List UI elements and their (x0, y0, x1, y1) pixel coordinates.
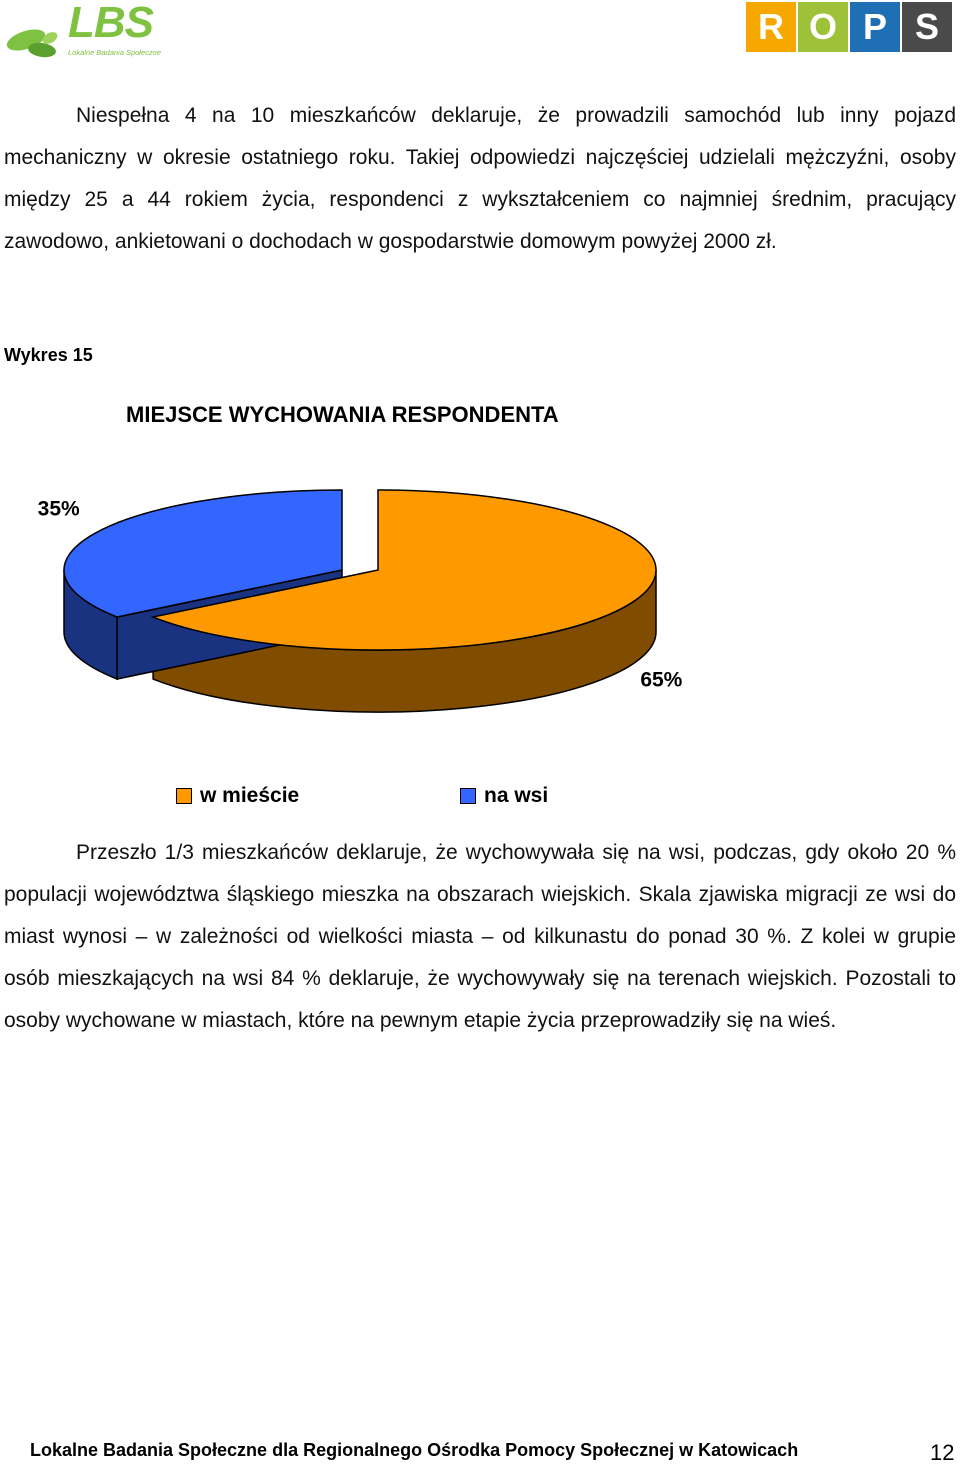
legend-item-na-wsi (460, 784, 548, 808)
lbs-logo-subtitle: Lokalne Badania Społeczne (68, 48, 161, 57)
body-paragraph-2-text: Przeszło 1/3 mieszkańców deklaruje, że wychowywała się na wsi, podczas, gdy około 20 % populacji województwa śląskiego mieszka na obszarach wiejskich. Skala zjawiska migracji ze wsi do miast wynosi – w zależności od wielkości miasta – od kilkunastu do ponad 30 %. Z kolei w grupie osób mieszkających na wsi 84 % deklaruje, że wychowywały się na terenach wiejskich. Pozostali to osoby wychowane w miastach, które na pewnym etapie życia przeprowadziły się na wieś. (4, 841, 956, 1032)
legend-swatch-na-wsi (460, 788, 476, 804)
rops-letter-r: R (746, 2, 796, 52)
page-header (0, 0, 960, 66)
legend-label-na-wsi: na wsi (484, 784, 549, 807)
rops-letter-s: S (902, 2, 952, 52)
body-paragraph-1-text: Niespełna 4 na 10 mieszkańców deklaruje, że prowadzili samochód lub inny pojazd mechaniczny w okresie ostatniego roku. Takiej odpowiedzi najczęściej udzielali mężczyźni, osoby między 25 a 44 rokiem życia, respondenci z wykształceniem co najmniej średnim, pracujący zawodowo, ankietowani o dochodach w gospodarstwie domowym powyżej 2000 zł. (4, 104, 956, 253)
page-number: 12 (930, 1440, 955, 1465)
legend-swatch-w-miescie (176, 788, 192, 804)
pie-chart (0, 460, 960, 760)
chart-title: MIEJSCE WYCHOWANIA RESPONDENTA (126, 402, 559, 427)
lbs-leaf-icon (4, 12, 64, 62)
body-paragraph-1 (4, 95, 956, 263)
rops-logo (746, 2, 954, 52)
chart-label: Wykres 15 (4, 345, 93, 365)
data-label-na-wsi: 35% (37, 497, 80, 521)
lbs-logo-text: LBS (68, 0, 153, 47)
legend-item-w-miescie (176, 784, 299, 808)
body-paragraph-2 (4, 832, 956, 1042)
legend-label-w-miescie: w mieście (200, 784, 300, 807)
lbs-logo (4, 0, 161, 62)
rops-letter-o: O (798, 2, 848, 52)
data-label-w-miescie: 65% (640, 668, 683, 692)
rops-letter-p: P (850, 2, 900, 52)
page-footer: Lokalne Badania Społeczne dla Regionalnego Ośrodka Pomocy Społecznej w Katowicach (30, 1440, 799, 1460)
